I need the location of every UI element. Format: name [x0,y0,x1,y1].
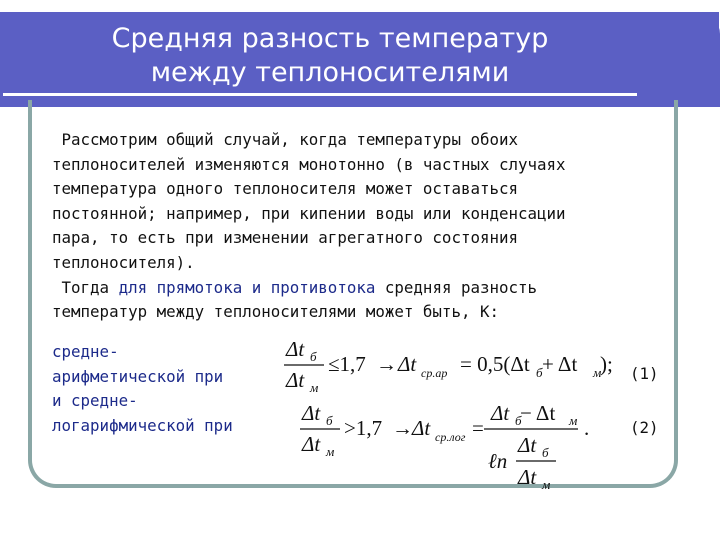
eq1-rhs: = 0,5(Δt [460,352,530,376]
eq1-ratio-num: Δt [286,337,305,361]
paragraph-1-line-2: теплоносителей изменяются монотонно (в частных случаях [52,154,566,174]
eq2-in-num: Δt [518,433,537,457]
eq2-num: Δt [491,401,510,425]
eq1-arrow: → [376,352,397,376]
label-arith-line-2: арифметической при [52,366,224,386]
slide-title [0,22,660,90]
eq2-ratio-num-sub: б [326,413,333,428]
eq2-in-num-sub: б [542,445,549,460]
eq1-lhs-sub: ср.ар [421,366,448,380]
eq1-ratio-den: Δt [286,368,305,392]
eq2-in-den-sub: м [542,477,551,492]
eq1-lhs: Δt [398,352,417,376]
p2-start: Тогда [52,277,119,297]
equation-number-1: (1) [630,364,659,383]
eq2-num-sub2: м [569,413,578,428]
eq2-eq: = [472,416,484,440]
p2-end: средняя разность [375,277,538,297]
eq2-num-sub1: б [515,413,522,428]
formula-arithmetic [280,334,613,398]
eq1-rhs-sub1: б [536,365,543,380]
label-arith-line-1: средне- [52,342,119,361]
eq2-num-mid: − Δt [520,401,556,425]
label-log-line-1: и средне- [52,391,138,411]
eq1-ratio-den-sub: м [310,380,319,395]
eq1-rhs-mid: + Δt [542,352,578,376]
eq2-ln: ℓn [488,449,508,473]
title-band-corner [682,12,720,107]
paragraph-2-line-2: температур между теплоносителями может быть, К: [52,302,499,322]
title-underline [3,93,637,96]
eq2-lhs-sub: ср.лог [435,430,466,444]
eq1-rhs-sub2: м [593,365,602,380]
paragraph-1-line-6: теплоносителя). [52,252,195,272]
formula-logarithmic [296,398,606,494]
body-text [52,128,652,325]
eq2-in-den: Δt [518,465,537,489]
paragraph-1-line-3: температура одного теплоносителя может оставаться [52,179,519,199]
formula-labels [52,340,292,438]
eq2-ratio-num: Δt [302,401,321,425]
p2-highlight: для прямотока и противотока [118,277,376,297]
eq1-ratio-num-sub: б [310,349,317,364]
eq2-ratio-den: Δt [302,432,321,456]
equation-number-2: (2) [630,418,659,437]
label-log-line-2: логарифмической при [52,415,233,435]
eq1-rhs-end: ); [600,352,613,376]
title-line-1: Средняя разность температур [111,23,549,54]
eq2-relation: >1,7 [344,416,383,440]
eq2-ratio-den-sub: м [326,444,335,459]
title-line-2: между теплоносителями [150,57,510,88]
eq2-end: . [584,416,590,440]
paragraph-1-line-5: пара, то есть при изменении агрегатного состояния [52,228,519,248]
eq2-lhs: Δt [412,416,431,440]
paragraph-1-line-4: постоянной; например, при кипении воды или конденсации [52,203,566,223]
eq1-relation: ≤1,7 [328,352,366,376]
eq2-arrow: → [392,416,413,440]
paragraph-1-line-1: Рассмотрим общий случай, когда температуры обоих [52,130,519,149]
paragraph-2-line-1 [52,276,652,301]
